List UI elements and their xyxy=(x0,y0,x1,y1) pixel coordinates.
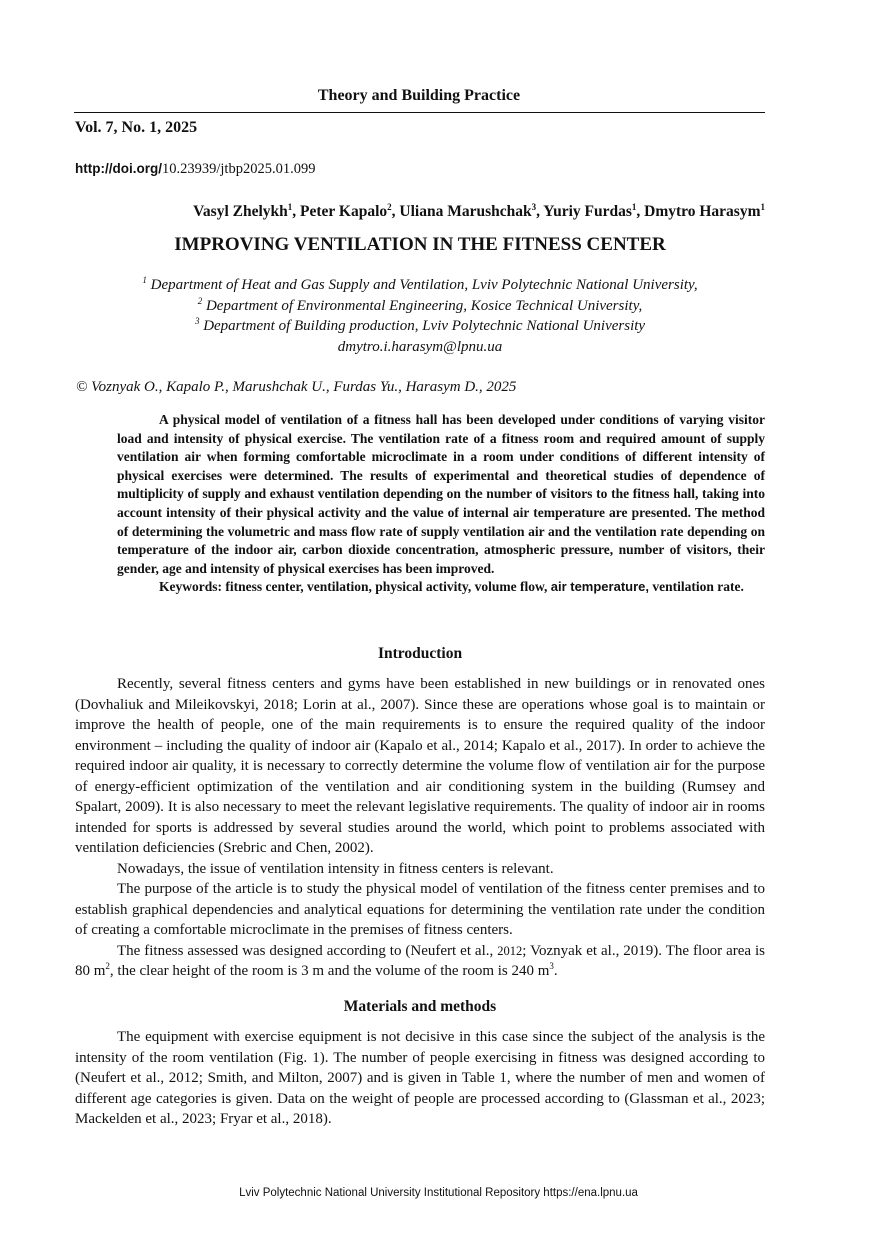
author-name: Peter Kapalo xyxy=(300,203,388,220)
abstract xyxy=(117,411,765,597)
paragraph: Recently, several fitness centers and gyms have been established in new buildings or in renovated ones (Dovhaliuk and Mileikovskyi, 2018; Lorin at al., 2007). Since these are operations whose goal is to maintain or improve the health of people, one of the main requirements is to ensure the required quality of the indoor environment – including the quality of indoor air (Kapalo et al., 2014; Kapalo et al., 2017). In order to achieve the required indoor air quality, it is necessary to correctly determine the volume flow of ventilation air for the purpose of energy-efficient optimization of the ventilation and air conditioning system in the building (Rumsey and Spalart, 2009). It is also necessary to meet the relevant legislative requirements. The quality of indoor air in rooms intended for sports is addressed by several studies around the world, which point to problems associated with ventilation deficiencies (Srebric and Chen, 2002). xyxy=(75,676,765,856)
affiliations xyxy=(0,275,840,357)
affiliation-line: $^1$ Department of Heat and Gas Supply and Ventilation, Lviv Polytechnic National University, xyxy=(142,275,698,293)
author-affiliation-mark: 1 xyxy=(760,201,765,212)
doi-link[interactable] xyxy=(75,161,315,178)
author-name: Vasyl Zhelykh xyxy=(193,203,288,220)
methods-body xyxy=(75,1027,765,1130)
affiliation-line: $^2$ Department of Environmental Engineering, Kosice Technical University, xyxy=(197,295,643,314)
contact-email[interactable]: dmytro.i.harasym@lpnu.ua xyxy=(337,338,503,355)
keywords: Keywords: fitness center, ventilation, physical activity, volume flow, air temperature, ventilation rate. xyxy=(159,579,744,595)
author-affiliation-mark: 1 xyxy=(631,201,637,212)
affiliation-line: $^3$ Department of Building production, Lviv Polytechnic National University xyxy=(194,316,646,334)
author-affiliation-mark: 3 xyxy=(531,201,537,212)
repository-footer: Lviv Polytechnic National University Institutional Repository https://ena.lpnu.ua xyxy=(239,1187,638,1199)
paragraph: The purpose of the article is to study the physical model of ventilation of the fitness center premises and to establish graphical dependencies and analytical equations for determining the ventilation rate under the condition of creating a comfortable microclimate in the premises of fitness centers. xyxy=(75,881,765,938)
author-name: Dmytro Harasym xyxy=(644,203,761,220)
doi-path: 10.23939/jtbp2025.01.099 xyxy=(161,161,316,177)
author-affiliation-mark: 2 xyxy=(387,201,392,212)
header-divider xyxy=(74,112,765,113)
author-list: Vasyl Zhelykh$^1$, Peter Kapalo$^2$, Uliana Marushchak$^3$, Yuriy Furdas$^1$, Dmytro Harasym$^1$ xyxy=(193,201,765,220)
paragraph: The equipment with exercise equipment is not decisive in this case since the subject of the analysis is the intensity of the room ventilation (Fig. 1). The number of people exercising in fitness was designed according to (Neufert et al., 2012; Smith, and Milton, 2007) and is given in Table 1, where the number of men and women of different age categories is given. Data on the weight of people are processed according to (Glassman et al., 2023; Mackelden et al., 2023; Fryar et al., 2018). xyxy=(75,1029,765,1127)
section-heading-methods: Materials and methods xyxy=(343,998,497,1015)
doi-host: http://doi.org/ xyxy=(75,161,162,176)
author-name: Yuriy Furdas xyxy=(543,203,632,220)
volume-issue: Vol. 7, No. 1, 2025 xyxy=(75,119,198,136)
section-heading-introduction: Introduction xyxy=(377,645,463,662)
author-affiliation-mark: 1 xyxy=(287,201,293,212)
copyright-line: © Voznyak O., Kapalo P., Marushchak U., Furdas Yu., Harasym D., 2025 xyxy=(76,379,517,395)
abstract-text: A physical model of ventilation of a fitness hall has been developed under conditions of varying visitor load and intensity of physical exercise. The ventilation rate of a fitness room and required amount of supply ventilation air when forming comfortable microclimate in a room under conditions of different intensity of physical exercises were determined. The results of experimental and theoretical studies of dependence of multiplicity of supply and exhaust ventilation depending on the number of visitors to the fitness hall, taking into account intensity of their physical activity and the value of internal air temperature are presented. The method of determining the volumetric and mass flow rate of supply ventilation air and the ventilation rate depending on temperature of the indoor air, carbon dioxide concentration, atmospheric pressure, number of visitors, their gender, age and intensity of physical exercises has been improved. xyxy=(117,412,765,576)
paragraph: The fitness assessed was designed according to (Neufert et al., 2012; Voznyak et al., 2019). The floor area is 80 $m^2$, the clear height of the room is 3 m and the volume of the room is 240 $m^3$. xyxy=(75,942,766,979)
introduction-body xyxy=(75,674,765,982)
author-name: Uliana Marushchak xyxy=(399,203,532,220)
paper-title: IMPROVING VENTILATION IN THE FITNESS CENTER xyxy=(174,234,666,255)
journal-title: Theory and Building Practice xyxy=(317,87,521,104)
keyword-highlight: air temperature, xyxy=(550,579,649,595)
paragraph: Nowadays, the issue of ventilation intensity in fitness centers is relevant. xyxy=(117,860,554,877)
